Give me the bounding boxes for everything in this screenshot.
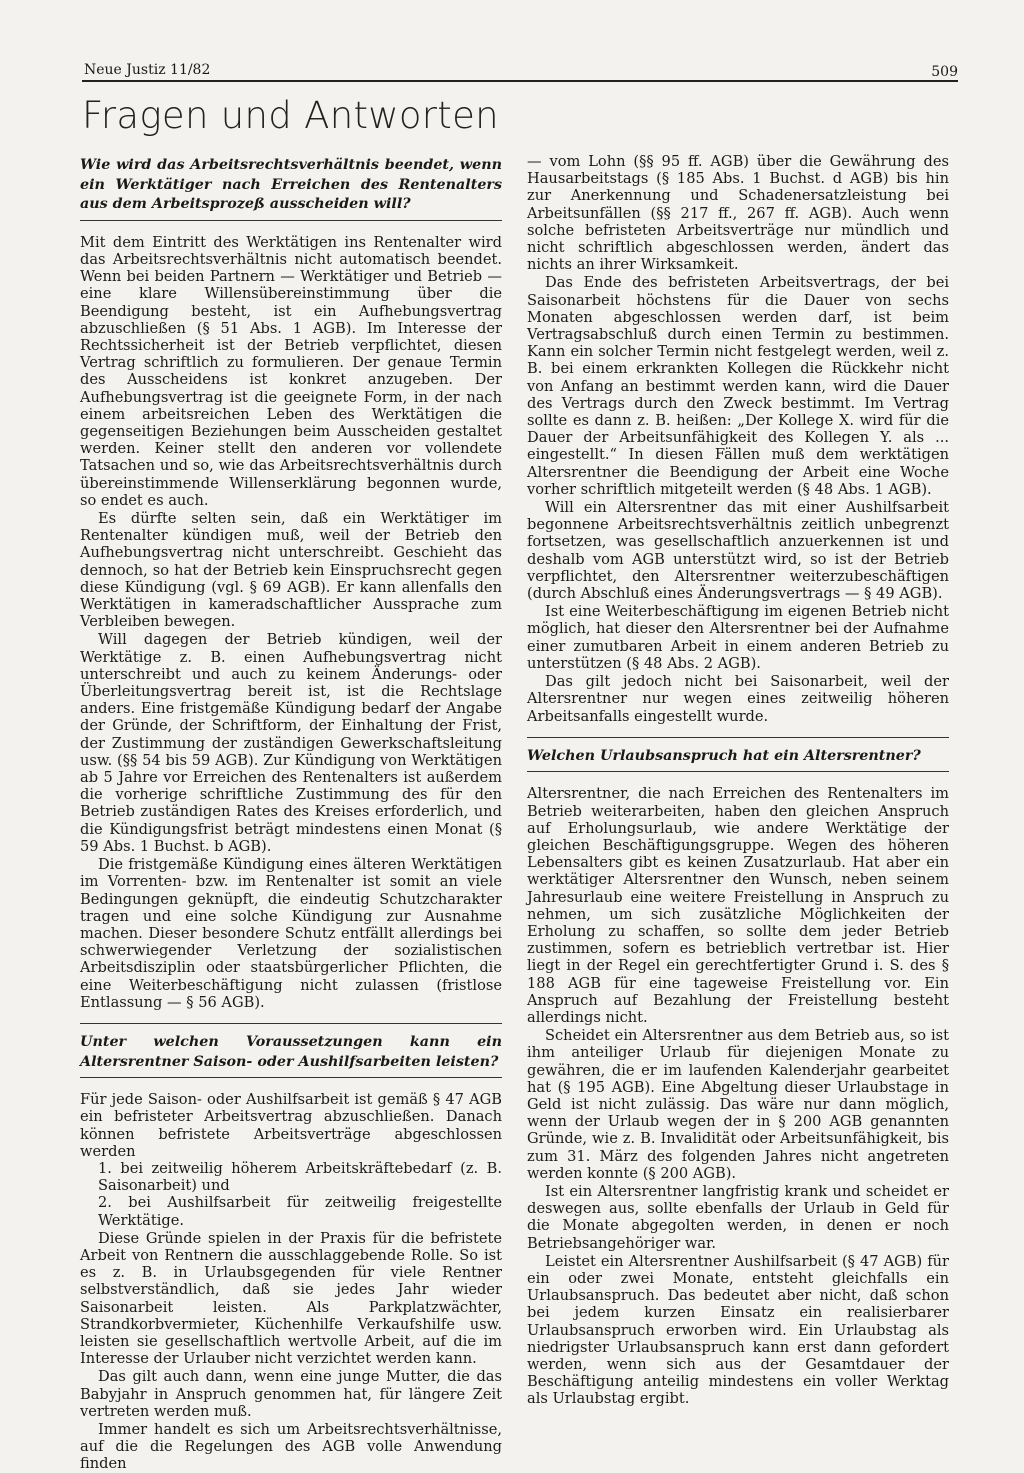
- list-item: 2. bei Aushilfsarbeit für zeitweilig freigestellte Werktätige.: [98, 1194, 502, 1229]
- answer-paragraph: Scheidet ein Altersrentner aus dem Betrieb aus, so ist ihm anteiliger Urlaub für diejenigen Monate zu gewähren, die er im laufenden Kalenderjahr gearbeitet hat (§ 195 AGB). Eine Abgeltung dieser Urlaubstage in Geld ist nicht zulässig. Das wäre nur dann möglich, wenn der Urlaub wegen der in § 200 AGB genannten Gründe, wie z. B. Invalidität oder Arbeitsunfähigkeit, bis zum 31. März des folgenden Jahres nicht angetreten werden konnte (§ 200 AGB).: [527, 1027, 949, 1182]
- answer-paragraph: Es dürfte selten sein, daß ein Werktätiger im Rentenalter kündigen muß, weil der Betrieb den Aufhebungsvertrag nicht unterschreibt. Geschieht das dennoch, so hat der Betrieb kein Einspruchsrecht gegen diese Kündigung (vgl. § 69 AGB). Er kann allenfalls den Werktätigen in kameradschaftlicher Aussprache zum Verbleiben bewegen.: [80, 510, 502, 631]
- answer-paragraph: Will dagegen der Betrieb kündigen, weil der Werktätige z. B. einen Aufhebungsvertrag nicht unterschreibt und auch zu keinem Änderungs- oder Überleitungsvertrag bereit ist, ist die Rechtslage anders. Eine fristgemäße Kündigung bedarf der Angabe der Gründe, der Schriftform, der Einhaltung der Frist, der Zustimmung der zuständigen Gewerkschaftsleitung usw. (§§ 54 bis 59 AGB). Zur Kündigung von Werktätigen ab 5 Jahre vor Erreichen des Rentenalters ist außerdem die vorherige schriftliche Zustimmung des für den Betrieb zuständigen Rates des Kreises erforderlich, und die Kündigungsfrist beträgt mindestens einen Monat (§ 59 Abs. 1 Buchst. b AGB).: [80, 631, 502, 855]
- question-heading-1: Wie wird das Arbeitsrechtsverhältnis beendet, wenn ein Werktätiger nach Erreichen des Rentenalters aus dem Arbeitsprozeß ausscheiden will?: [80, 157, 502, 213]
- answer-paragraph: Will ein Altersrentner das mit einer Aushilfsarbeit begonnene Arbeitsrechtsverhältnis zeitlich unbegrenzt fortsetzen, was gesellschaftlich anzuerkennen ist und deshalb vom AGB unterstützt wird, so ist der Betrieb verpflichtet, den Altersrentner weiterzubeschäftigen (durch Abschluß eines Änderungsvertrags — § 49 AGB).: [527, 499, 949, 603]
- answer-paragraph: Ist ein Altersrentner langfristig krank und scheidet er deswegen aus, sollte ebenfalls der Urlaub in Geld für die Monate abgegolten werden, in denen er noch Betriebsangehöriger war.: [527, 1182, 949, 1252]
- answer-paragraph: Altersrentner, die nach Erreichen des Rentenalters im Betrieb weiterarbeiten, haben den gleichen Anspruch auf Erholungsurlaub, wie andere Werktätige der gleichen Beschäftigungsgruppe. Wegen des höheren Lebensalters gibt es keinen Zusatzurlaub. Hat aber ein werktätiger Altersrentner den Wunsch, neben seinem Jahresurlaub eine weitere Freistellung in Anspruch zu nehmen, um sich zusätzliche Möglichkeiten der Erholung zu schaffen, so sollte dem jeder Betrieb zustimmen, sofern es betrieblich vertretbar ist. Hier liegt in der Regel ein gerechtfertigter Grund i. S. des § 188 AGB für eine tageweise Freistellung vor. Ein Anspruch auf Bezahlung der Freistellung besteht allerdings nicht.: [527, 785, 949, 1026]
- answer-paragraph: Die fristgemäße Kündigung eines älteren Werktätigen im Vorrenten- bzw. im Rentenalter ist somit an viele Bedingungen geknüpft, die eindeutig Schutzcharakter tragen und eine solche Kündigung zur Ausnahme machen. Dieser besondere Schutz entfällt allerdings bei schwerwiegender Verletzung der sozialistischen Arbeitsdisziplin oder staatsbürgerlicher Pflichten, die eine Weiterbeschäftigung nicht zulassen (fristlose Entlassung — § 56 AGB).: [80, 856, 502, 1011]
- answer-paragraph: Immer handelt es sich um Arbeitsrechtsverhältnisse, auf die die Regelungen des AGB volle Anwendung finden: [80, 1420, 502, 1473]
- header-rule: [82, 80, 958, 82]
- page-number: 509: [931, 64, 958, 80]
- question-heading-2: Unter welchen Voraussetzungen kann ein Altersrentner Saison- oder Aushilfsarbeiten leisten?: [80, 1033, 502, 1070]
- answer-paragraph: Das Ende des befristeten Arbeitsvertrags, der bei Saisonarbeit höchstens für die Dauer von sechs Monaten abgeschlossen werden darf, ist beim Vertragsabschluß durch einen Termin zu bestimmen. Kann ein solcher Termin nicht festgelegt werden, weil z. B. bei einem erkrankten Kollegen die Rückkehr nicht von Anfang an bestimmt werden kann, wird die Dauer des Vertrags durch den Zweck bestimmt. Im Vertrag sollte es dann z. B. heißen: „Der Kollege X. wird für die Dauer der Arbeitsunfähigkeit des Kollegen Y. als ... eingestellt.“ In diesen Fällen muß dem werktätigen Altersrentner die Beendigung der Arbeit eine Woche vorher schriftlich mitgeteilt werden (§ 48 Abs. 1 AGB).: [527, 274, 949, 498]
- left-column: [80, 153, 502, 1473]
- answer-paragraph: — vom Lohn (§§ 95 ff. AGB) über die Gewährung des Hausarbeitstags (§ 185 Abs. 1 Buchst. d AGB) bis hin zur Anerkennung und Schadenersatzleistung bei Arbeitsunfällen (§§ 217 ff., 267 ff. AGB). Auch wenn solche befristeten Arbeitsverträge nur mündlich und nicht schriftlich abgeschlossen werden, ändert das nichts an ihrer Wirksamkeit.: [527, 153, 949, 274]
- answer-paragraph: Ist eine Weiterbeschäftigung im eigenen Betrieb nicht möglich, hat dieser den Altersrentner bei der Aufnahme einer zumutbaren Arbeit in einem anderen Betrieb zu unterstützen (§ 48 Abs. 2 AGB).: [527, 603, 949, 672]
- list-item: 1. bei zeitweilig höherem Arbeitskräftebedarf (z. B. Saisonarbeit) und: [98, 1159, 502, 1195]
- question-heading-3: Welchen Urlaubsanspruch hat ein Altersrentner?: [527, 747, 921, 764]
- section-title: Fragen und Antworten: [82, 94, 499, 137]
- answer-paragraph: Für jede Saison- oder Aushilfsarbeit ist gemäß § 47 AGB ein befristeter Arbeitsvertrag abzuschließen. Danach können befristete Arbeitsverträge abgeschlossen werden: [80, 1091, 502, 1160]
- journal-issue: Neue Justiz 11/82: [84, 62, 211, 78]
- answer-paragraph: Mit dem Eintritt des Werktätigen ins Rentenalter wird das Arbeitsrechtsverhältnis nicht automatisch beendet. Wenn bei beiden Partnern — Werktätiger und Betrieb — eine klare Willensübereinstimmung über die Beendigung besteht, ist ein Aufhebungsvertrag abzuschließen (§ 51 Abs. 1 AGB). Im Interesse der Rechtssicherheit ist der Betrieb verpflichtet, diesen Vertrag schriftlich zu formulieren. Der genaue Termin des Ausscheidens ist konkret anzugeben. Der Aufhebungsvertrag ist die geeignete Form, in der nach einem arbeitsreichen Leben des Werktätigen die gegenseitigen Beziehungen beim Ausscheiden gestaltet werden. Keiner stellt den anderen vor vollendete Tatsachen und so, wie das Arbeitsrechtsverhältnis durch übereinstimmende Willenserklärung begonnen wurde, so endet es auch.: [80, 233, 502, 509]
- question-rule: [80, 1077, 502, 1078]
- answer-paragraph: Leistet ein Altersrentner Aushilfsarbeit (§ 47 AGB) für ein oder zwei Monate, entsteht gleichfalls ein Urlaubsanspruch. Das bedeutet aber nicht, daß schon bei jedem kurzen Einsatz ein realisierbarer Urlaubsanspruch erworben wird. Ein Urlaubstag als niedrigster Urlaubsanspruch kann erst dann gefordert werden, wenn sich aus der Gesamtdauer der Beschäftigung anteilig mindestens ein voller Werktag als Urlaubstag ergibt.: [527, 1252, 949, 1408]
- question-rule: [80, 1023, 502, 1024]
- answer-paragraph: Das gilt auch dann, wenn eine junge Mutter, die das Babyjahr in Anspruch genommen hat, für längere Zeit vertreten werden muß.: [80, 1368, 502, 1420]
- answer-paragraph: Diese Gründe spielen in der Praxis für die befristete Arbeit von Rentnern die ausschlaggebende Rolle. So ist es z. B. in Urlaubsgegenden für viele Rentner selbstverständlich, daß sie jedes Jahr wieder Saisonarbeit leisten. Als Parkplatzwächter, Strandkorbvermieter, Küchenhilfe Verkaufshilfe usw. leisten sie gesellschaftlich wertvolle Arbeit, auf die im Interesse der Urlauber nicht verzichtet werden kann.: [80, 1229, 502, 1368]
- answer-paragraph: Das gilt jedoch nicht bei Saisonarbeit, weil der Altersrentner nur wegen eines zeitweilig höheren Arbeitsanfalls eingestellt wurde.: [527, 673, 949, 725]
- question-rule: [80, 220, 502, 221]
- question-rule: [527, 771, 949, 772]
- right-column: [527, 153, 949, 1408]
- running-head: [82, 62, 958, 82]
- question-rule: [527, 737, 949, 738]
